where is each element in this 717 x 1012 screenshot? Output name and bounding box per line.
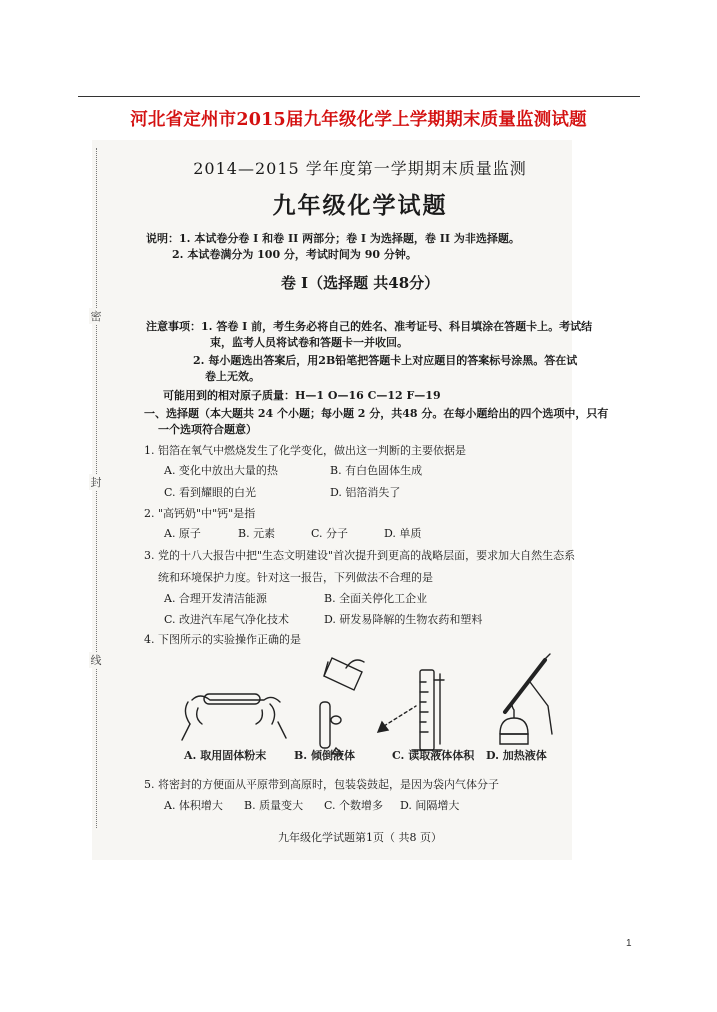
attention-1b: 束，监考人员将试卷和答题卡一并收回。	[210, 336, 408, 349]
exam-header: 2014—2015 学年度第一学期期末质量监测	[193, 159, 527, 178]
q3-stem-line-2: 统和环境保护力度。针对这一报告，下列做法不合理的是	[158, 571, 433, 584]
q5-stem: 5. 将密封的方便面从平原带到高原时，包装袋鼓起，是因为袋内气体分子	[144, 778, 499, 791]
q3-option-c: C. 改进汽车尾气净化技术	[164, 613, 290, 626]
attention-1a: 注意事项：1. 答卷 I 前，考生务必将自己的姓名、准考证号、科目填涂在答题卡上。考试结	[146, 320, 593, 333]
header-rule	[78, 96, 640, 97]
q1-option-d: D. 铝箔消失了	[330, 486, 401, 499]
instructions-line-2: 2. 本试卷满分为 100 分，考试时间为 90 分钟。	[172, 248, 417, 261]
attention-2a: 2. 每小题选出答案后，用2B铅笔把答题卡上对应题目的答案标号涂黑。答在试	[193, 354, 578, 367]
q4-option-c: C. 读取液体体积	[392, 749, 475, 762]
part-one-heading: 一、选择题（本大题共 24 个小题；每小题 2 分，共48 分。在每小题给出的四个选项中，只有	[144, 407, 609, 420]
page-footer: 九年级化学试题第1页（ 共8 页）	[278, 831, 442, 844]
q3-option-d: D. 研发易降解的生物农药和塑料	[324, 613, 483, 626]
q4-stem: 4. 下图所示的实验操作正确的是	[144, 633, 301, 646]
q1-option-a: A. 变化中放出大量的热	[164, 464, 278, 477]
q2-option-c: C. 分子	[311, 527, 349, 540]
q2-option-a: A. 原子	[164, 527, 201, 540]
q1-option-b: B. 有白色固体生成	[330, 464, 423, 477]
q4-option-a: A. 取用固体粉末	[184, 749, 267, 762]
q5-option-b: B. 质量变大	[244, 799, 304, 812]
q3-stem-line-1: 3. 党的十八大报告中把"生态文明建设"首次提升到更高的战略层面，要求加大自然生态系	[144, 549, 576, 562]
option-d-heating-illustration	[500, 654, 552, 744]
q2-stem: 2. "高钙奶"中"钙"是指	[144, 507, 256, 520]
option-a-tube-illustration	[182, 694, 286, 740]
exam-title: 九年级化学试题	[272, 192, 448, 219]
option-b-pouring-illustration	[320, 658, 364, 754]
q4-option-d: D. 加热液体	[486, 749, 547, 762]
q2-option-d: D. 单质	[384, 527, 422, 540]
part-one-heading-cont: 一个选项符合题意）	[158, 423, 257, 436]
option-c-cylinder-illustration	[378, 670, 444, 750]
instructions-line-1: 说明：1. 本试卷分卷 I 和卷 II 两部分；卷 I 为选择题，卷 II 为非选择题。	[146, 232, 520, 245]
attention-2b: 卷上无效。	[205, 370, 260, 383]
q5-option-d: D. 间隔增大	[400, 799, 460, 812]
q2-option-b: B. 元素	[238, 527, 276, 540]
section-title: 卷 I（选择题 共48分）	[280, 274, 440, 292]
page-number: 1	[626, 938, 632, 949]
atomic-mass-line: 可能用到的相对原子质量：H—1 O—16 C—12 F—19	[163, 389, 441, 402]
q3-option-b: B. 全面关停化工企业	[324, 592, 428, 605]
q1-option-c: C. 看到耀眼的白光	[164, 486, 257, 499]
document-title: 河北省定州市2015届九年级化学上学期期末质量监测试题	[130, 110, 587, 130]
q4-option-b: B. 倾倒液体	[294, 749, 355, 762]
q5-option-c: C. 个数增多	[324, 799, 384, 812]
margin-char-fold: 封	[90, 476, 102, 489]
q1-stem: 1. 铝箔在氧气中燃烧发生了化学变化，做出这一判断的主要依据是	[144, 444, 466, 457]
q3-option-a: A. 合理开发清洁能源	[164, 592, 267, 605]
margin-char-seal: 密	[90, 310, 102, 323]
q5-option-a: A. 体积增大	[164, 799, 223, 812]
margin-char-line: 线	[90, 654, 102, 667]
q4-apparatus-figure	[170, 652, 580, 764]
